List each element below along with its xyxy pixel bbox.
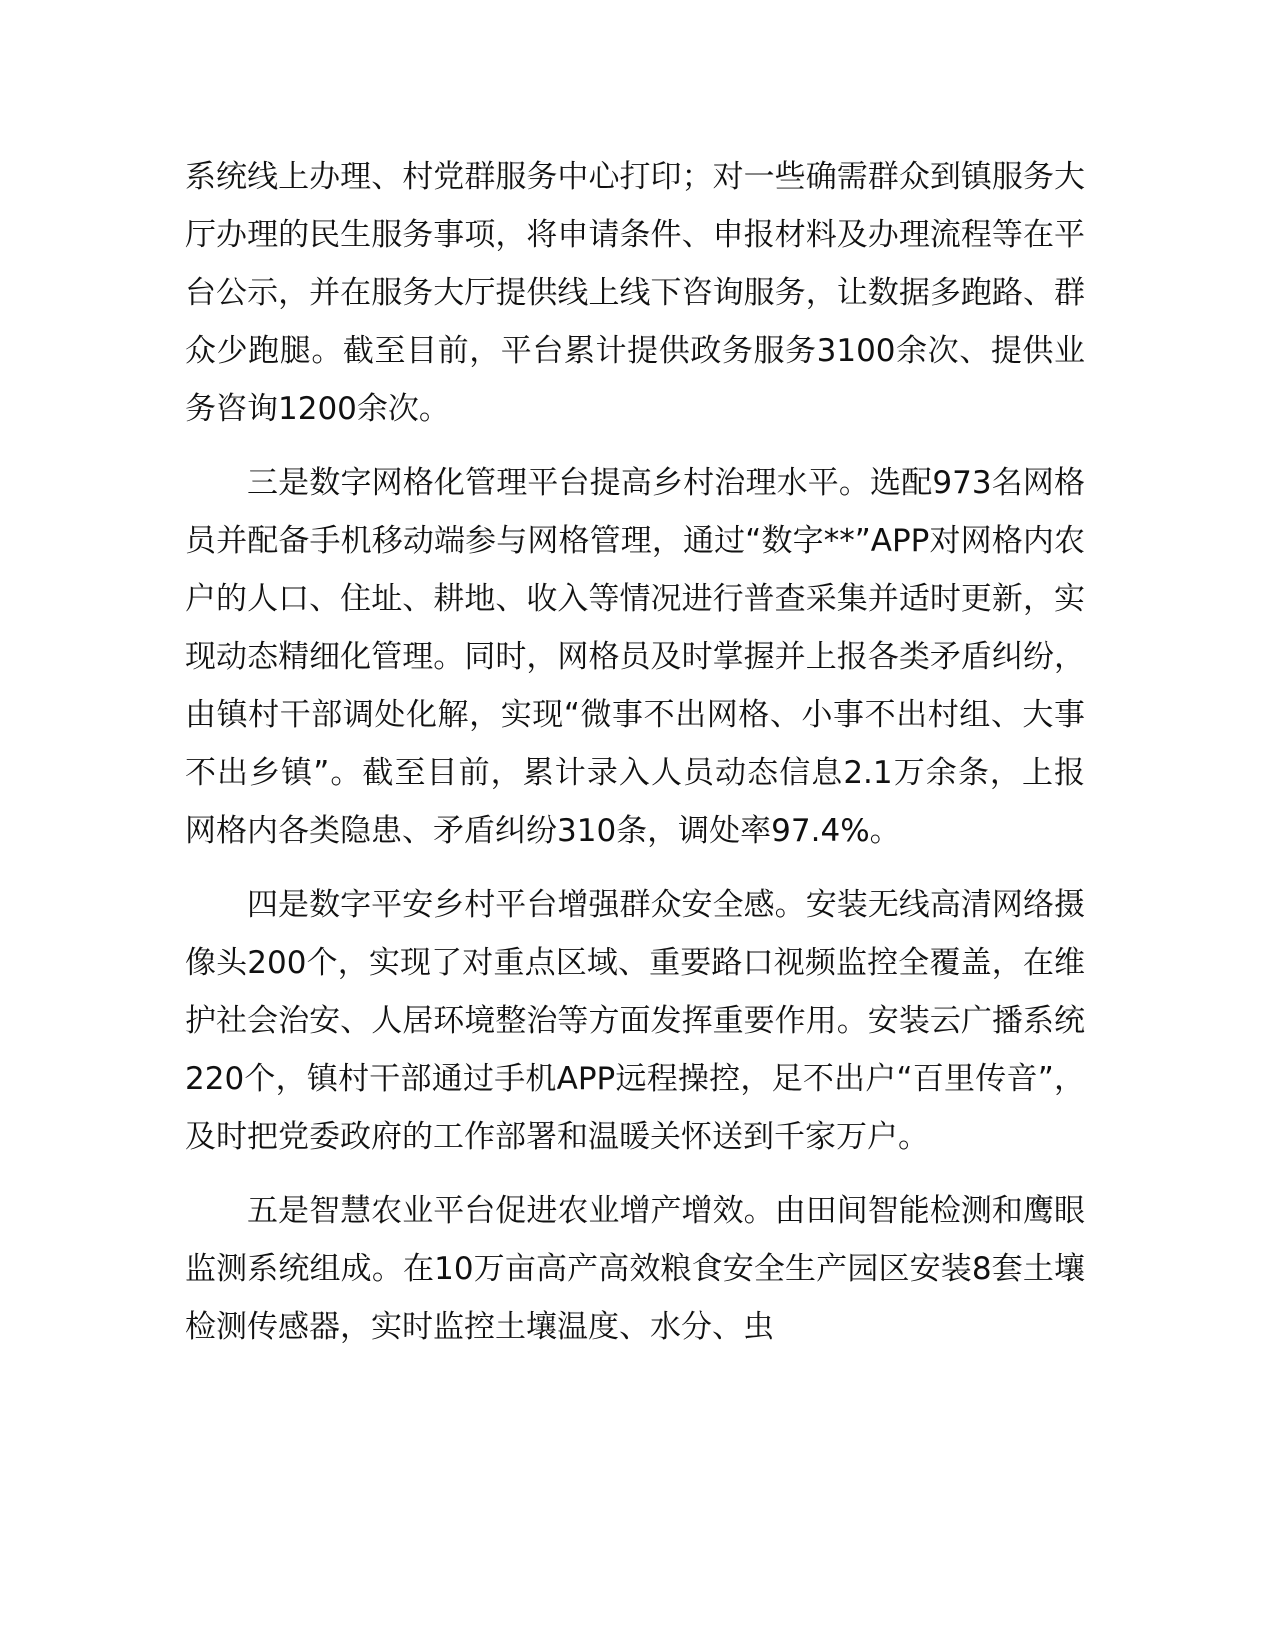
paragraph-spacer (185, 1166, 1085, 1182)
paragraph-digital-grid-management: 三是数字网格化管理平台提高乡村治理水平。选配973名网格员并配备手机移动端参与网格管理，通过“数字**”APP对网格内农户的人口、住址、耕地、收入等情况进行普查采集并适时更新，实现动态精细化管理。同时，网格员及时掌握并上报各类矛盾纠纷，由镇村干部调处化解，实现“微事不出网格、小事不出村组、大事不出乡镇”。截至目前，累计录入人员动态信息2.1万余条，上报网格内各类隐患、矛盾纠纷310条，调处率97.4%。 (185, 465, 1085, 849)
paragraph-spacer (185, 438, 1085, 454)
paragraph-continuation: 系统线上办理、村党群服务中心打印；对一些确需群众到镇服务大厅办理的民生服务事项，将申请条件、申报材料及办理流程等在平台公示，并在服务大厅提供线上线下咨询服务，让数据多跑路、群众少跑腿。截至目前，平台累计提供政务服务3100余次、提供业务咨询1200余次。 (185, 159, 1085, 427)
document-body (185, 148, 1085, 1356)
paragraph-spacer (185, 860, 1085, 876)
paragraph-smart-agriculture: 五是智慧农业平台促进农业增产增效。由田间智能检测和鹰眼监测系统组成。在10万亩高产高效粮食安全生产园区安装8套土壤检测传感器，实时监控土壤温度、水分、虫 (185, 1193, 1085, 1345)
paragraph-digital-safe-village: 四是数字平安乡村平台增强群众安全感。安装无线高清网络摄像头200个，实现了对重点区域、重要路口视频监控全覆盖，在维护社会治安、人居环境整治等方面发挥重要作用。安装云广播系统220个，镇村干部通过手机APP远程操控，足不出户“百里传音”，及时把党委政府的工作部署和温暖关怀送到千家万户。 (185, 887, 1085, 1155)
